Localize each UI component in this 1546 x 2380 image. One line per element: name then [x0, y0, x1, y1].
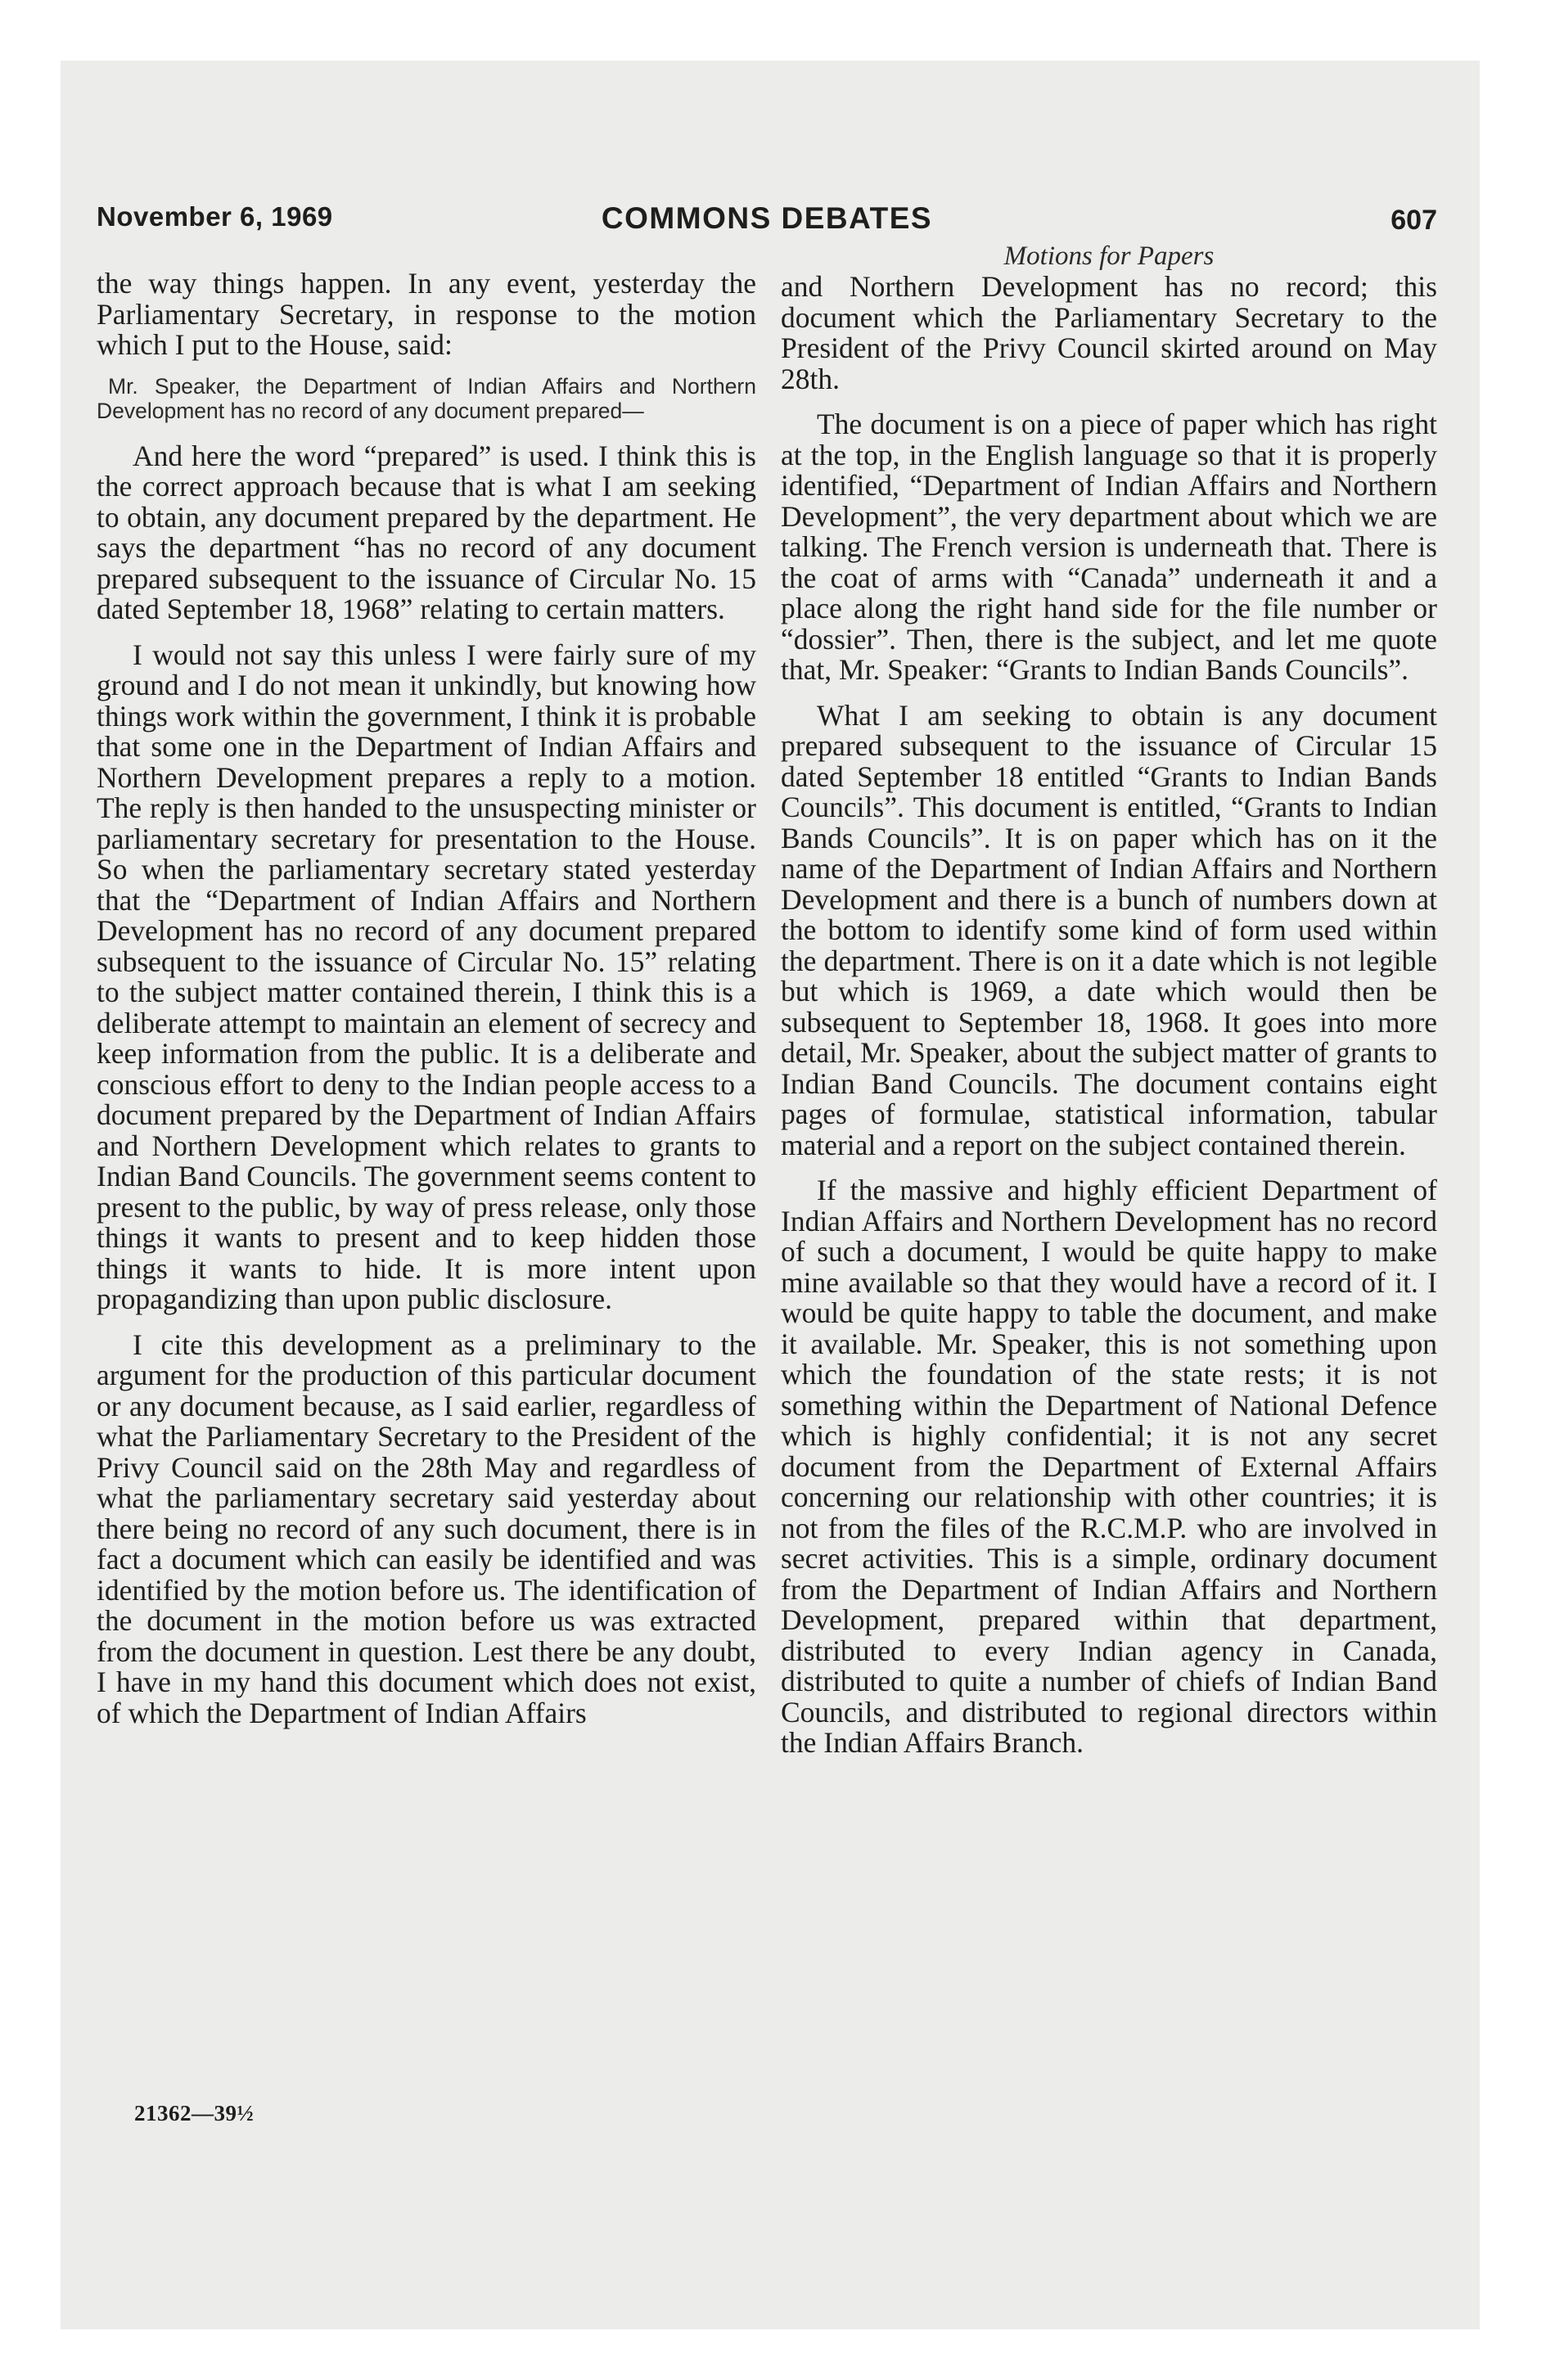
- two-column-body: [97, 239, 1437, 2138]
- header-page-number: 607: [1390, 205, 1437, 236]
- right-paragraph-3: What I am seeking to obtain is any document prepared subsequent to the issuance of Circular 15 dated September 18 entitled “Grants to Indian Bands Councils”. This document is entitled, “Grants to Indian Bands Councils”. It is on paper which has on it the name of the Department of Indian Affairs and Northern Development and there is a bunch of numbers down at the bottom to identify some kind of form used within the department. There is on it a date which is not legible but which is 1969, a date which would then be subsequent to September 18, 1968. It goes into more detail, Mr. Speaker, about the subject matter of grants to Indian Band Councils. The document contains eight pages of formulae, statistical information, tabular material and a report on the subject contained therein.: [781, 698, 1437, 1161]
- left-paragraph-1: the way things happen. In any event, yesterday the Parliamentary Secretary, in response to the motion which I put to the House, said:: [97, 267, 756, 361]
- page-header: [97, 201, 1437, 239]
- header-title: COMMONS DEBATES: [601, 201, 933, 235]
- right-column: [781, 239, 1437, 1759]
- right-paragraph-2: The document is on a piece of paper which has right at the top, in the English language so that it is properly identified, “Department of Indian Affairs and Northern Development”, the very department about which we are talking. The French version is underneath that. There is the coat of arms with “Canada” underneath it and a place along the right hand side for the file number or “dossier”. Then, there is the subject, and let me quote that, Mr. Speaker: “Grants to Indian Bands Councils”.: [781, 408, 1437, 686]
- right-paragraph-4: If the massive and highly efficient Department of Indian Affairs and Northern Development has no record of such a document, I would be quite happy to make mine available so that they would have a record of it. I would be quite happy to table the document, and make it available. Mr. Speaker, this is not something upon which the foundation of the state rests; it is not something within the Department of National Defence which is highly confidential; it is not any secret document from the Department of External Affairs concerning our relationship with other countries; it is not from the files of the R.C.M.P. who are involved in secret activities. This is a simple, ordinary document from the Department of Indian Affairs and Northern Development, prepared within that department, distributed to every Indian agency in Canada, distributed to quite a number of chiefs of Indian Band Councils, and distributed to regional directors within the Indian Affairs Branch.: [781, 1174, 1437, 1759]
- header-date: November 6, 1969: [97, 201, 333, 232]
- left-paragraph-3: I would not say this unless I were fairly sure of my ground and I do not mean it unkindly, but knowing how things work within the government, I think it is probable that some one in the Department of Indian Affairs and Northern Development prepares a reply to a motion. The reply is then handed to the unsuspecting minister or parliamentary secretary for presentation to the House. So when the parliamentary secretary stated yesterday that the “Department of Indian Affairs and Northern Development has no record of any document prepared subsequent to the issuance of Circular No. 15” relating to the subject matter contained therein, I think this is a deliberate attempt to maintain an element of secrecy and keep information from the public. It is a deliberate and conscious effort to deny to the Indian people access to a document prepared by the Department of Indian Affairs and Northern Development which relates to grants to Indian Band Councils. The government seems content to present to the public, by way of press release, only those things it wants to present and to keep hidden those things it wants to hide. It is more intent upon propagandizing than upon public disclosure.: [97, 638, 756, 1315]
- left-column: [97, 268, 756, 1729]
- left-paragraph-4: I cite this development as a preliminary to the argument for the production of this particular document or any document because, as I said earlier, regardless of what the Parliamentary Secretary to the President of the Privy Council said on the 28th May and regardless of what the parliamentary secretary said yesterday about there being no record of any such document, there is in fact a document which can easily be identified and was identified by the motion before us. The identification of the document in the motion before us was extracted from the document in question. Lest there be any doubt, I have in my hand this document which does not exist, of which the Department of Indian Affairs: [97, 1327, 756, 1729]
- printer-signature-mark: 21362—39½: [134, 2101, 255, 2125]
- right-paragraph-1: and Northern Development has no record; this document which the Parliamentary Secretary to the President of the Privy Council skirted around on May 28th.: [781, 270, 1437, 395]
- running-head: Motions for Papers: [1003, 241, 1215, 271]
- hansard-page: [97, 201, 1437, 2138]
- left-paragraph-2: And here the word “prepared” is used. I think this is the correct approach because that is what I am seeking to obtain, any document prepared by the department. He says the department “has no record of any document prepared subsequent to the issuance of Circular No. 15 dated September 18, 1968” relating to certain matters.: [97, 439, 756, 625]
- left-quotation: Mr. Speaker, the Department of Indian Affairs and Northern Development has no record of any document prepared—: [97, 373, 756, 423]
